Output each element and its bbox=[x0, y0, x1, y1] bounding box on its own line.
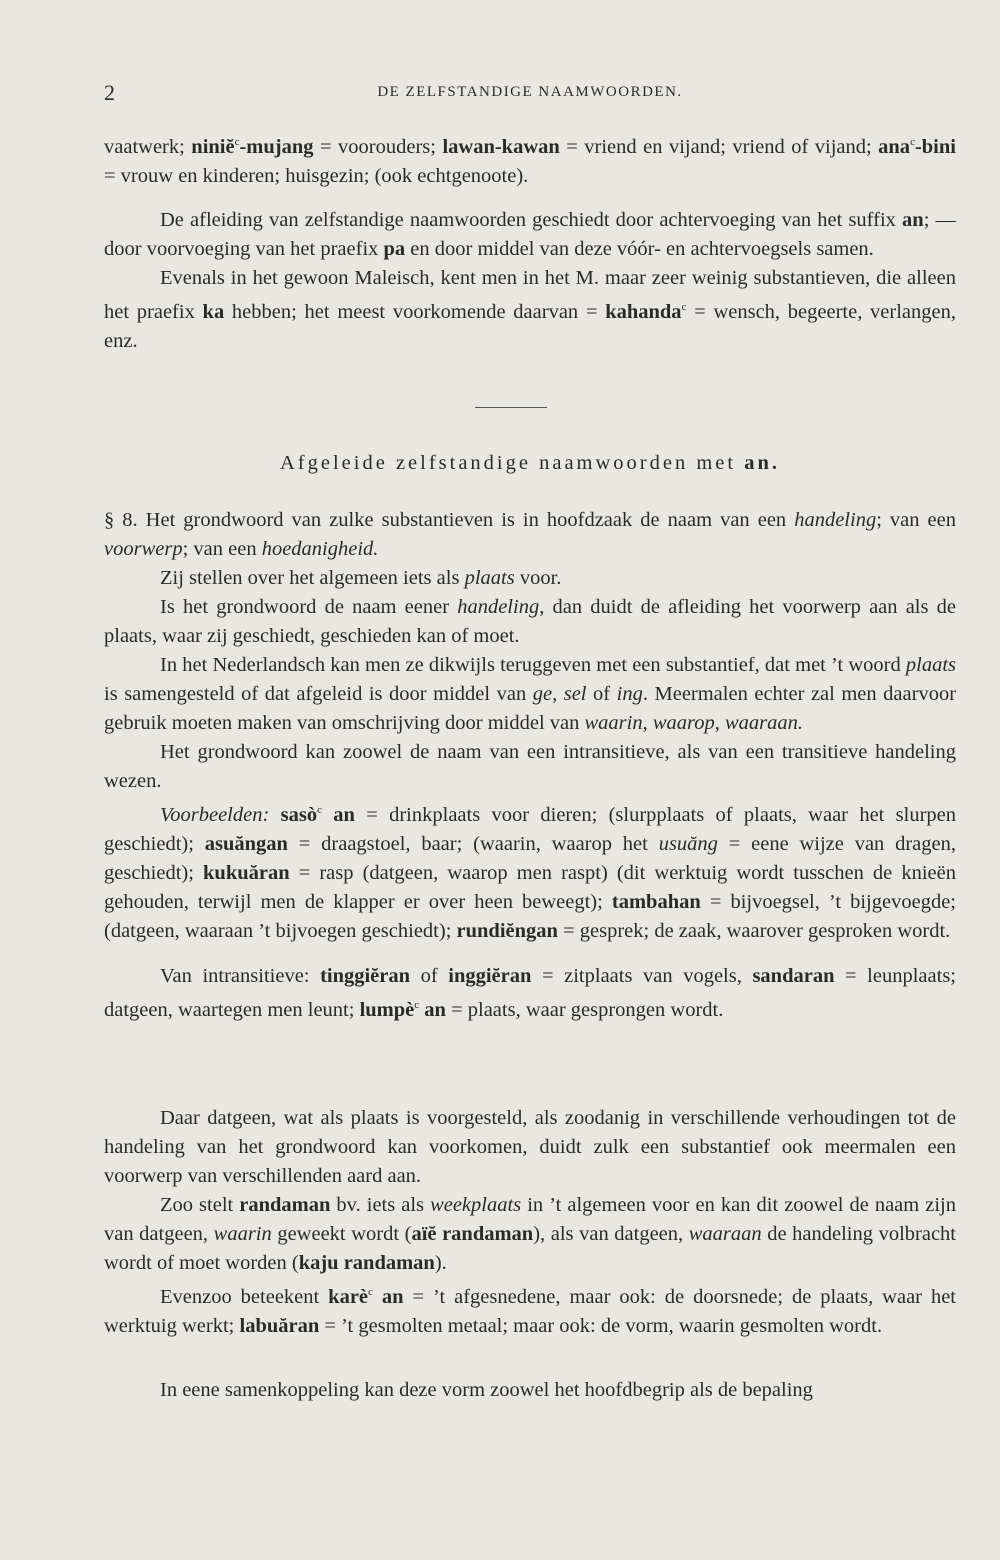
superscript: c bbox=[368, 1286, 373, 1298]
paragraph bbox=[104, 1376, 956, 1405]
bold-term: kahanda bbox=[605, 300, 682, 323]
text-run: hebben; het meest voorkomende daarvan = bbox=[224, 300, 606, 323]
text-run: In het Nederlandsch kan men ze dikwijls teruggeven met een substantief, dat met ’t woord bbox=[160, 654, 906, 676]
text-run: = vriend en vijand; vriend of vijand; bbox=[559, 135, 879, 158]
bold-term: sandaran bbox=[752, 964, 835, 987]
text-run: In eene samenkoppeling kan deze vorm zoowel het hoofdbegrip als de bepaling bbox=[160, 1379, 813, 1401]
italic-term: handeling bbox=[794, 509, 877, 531]
bold-term: an bbox=[372, 1285, 404, 1308]
text-run: vaatwerk; bbox=[104, 135, 192, 158]
text-run: voor. bbox=[514, 567, 562, 589]
text-run: in ’t algemeen voor en kan dit zoowel de naam zijn van datgeen, bbox=[104, 1194, 956, 1245]
text-run: = ’t gesmolten metaal; maar ook: de vorm, waarin gesmolten wordt. bbox=[319, 1314, 883, 1337]
superscript: c bbox=[317, 804, 322, 816]
bold-term: lawan-kawan bbox=[442, 135, 560, 158]
paragraph bbox=[104, 128, 956, 191]
section-heading bbox=[104, 452, 956, 475]
italic-term: waarin bbox=[584, 712, 643, 734]
text-run: = gesprek; de zaak, waarover gesproken wordt. bbox=[557, 919, 951, 942]
text-run: ; van een bbox=[876, 509, 957, 531]
text-run: = leunplaats; datgeen, waartegen men leunt; bbox=[104, 964, 956, 1021]
text-run: = plaats, waar gesprongen wordt. bbox=[445, 998, 724, 1021]
italic-term: usuăng bbox=[658, 832, 718, 855]
italic-term: waaraan bbox=[688, 1223, 762, 1245]
bold-term: kukuăran bbox=[203, 861, 290, 884]
bold-term: niniĕ bbox=[191, 135, 235, 158]
text-run: Afgeleide zelfstandige naamwoorden met bbox=[280, 452, 745, 474]
text-run: geweekt wordt ( bbox=[271, 1223, 412, 1245]
italic-term: ge bbox=[532, 683, 553, 705]
separator-rule bbox=[475, 407, 547, 408]
italic-term: weekplaats bbox=[430, 1194, 522, 1216]
text-run: , bbox=[714, 712, 725, 734]
bold-term: an bbox=[321, 803, 355, 826]
bold-term: -bini bbox=[914, 135, 956, 158]
paragraph bbox=[104, 651, 956, 738]
bold-term: tinggiĕran bbox=[320, 964, 411, 987]
text-run: Zoo stelt bbox=[160, 1194, 240, 1216]
text-run: = draagstoel, baar; (waarin, waarop het bbox=[287, 832, 659, 855]
text-run: is samengesteld of dat afgeleid is door middel van bbox=[104, 683, 533, 705]
paragraph bbox=[104, 264, 956, 356]
text-run: § 8. Het grondwoord van zulke substantieven is in hoofdzaak de naam van een bbox=[104, 509, 795, 531]
bold-term: kaju randaman bbox=[298, 1252, 435, 1274]
text-run: , bbox=[552, 683, 564, 705]
text-run: = rasp (datgeen, waarop men raspt) (dit werktuig wordt tusschen de knieën gehouden, terwijl men de klapper er over heen beweegt); bbox=[104, 861, 956, 913]
italic-term: Voorbeelden: bbox=[160, 803, 270, 826]
text-run: = eene wijze van dragen, geschiedt); bbox=[104, 832, 957, 884]
text-run: = wensch, begeerte, verlangen, enz. bbox=[104, 300, 956, 352]
text-run: = voorouders; bbox=[313, 135, 443, 158]
text-run: = ’t afgesnedene, maar ook: de doorsnede; de plaats, waar het werktuig werkt; bbox=[104, 1285, 957, 1337]
italic-term: voorwerp bbox=[104, 538, 183, 560]
intro-text-block bbox=[104, 128, 956, 356]
italic-term: waaraan. bbox=[725, 712, 804, 734]
paragraph bbox=[104, 206, 956, 264]
paragraph bbox=[104, 564, 956, 593]
paragraph bbox=[104, 738, 956, 796]
page-number: 2 bbox=[104, 80, 115, 105]
paragraph bbox=[104, 506, 956, 564]
text-run: = bijvoegsel, ’t bijgevoegde; (datgeen, waaraan ’t bijvoegen geschiedt); bbox=[104, 890, 956, 942]
bold-term: pa bbox=[383, 237, 406, 260]
text-run: . Meermalen echter zal men daarvoor gebruik moeten maken van omschrijving door middel van bbox=[104, 683, 957, 734]
text-run: Is het grondwoord de naam eener bbox=[160, 596, 458, 618]
bold-term: lumpè bbox=[359, 998, 415, 1021]
bold-term: inggiĕran bbox=[448, 964, 532, 987]
text-run: en door middel van deze vóór- en achtervoegsels samen. bbox=[405, 237, 874, 260]
examples-text-block bbox=[104, 1104, 956, 1341]
bold-term: rundiĕngan bbox=[456, 919, 558, 942]
paragraph bbox=[104, 962, 956, 1025]
italic-term: ing bbox=[616, 683, 643, 705]
text-run bbox=[269, 804, 280, 826]
text-run: bv. iets als bbox=[330, 1194, 431, 1216]
text-run: of bbox=[586, 683, 617, 705]
page-header bbox=[104, 80, 956, 110]
running-head: DE ZELFSTANDIGE NAAMWOORDEN. bbox=[377, 84, 683, 100]
text-run: , bbox=[642, 712, 653, 734]
text-run: de handeling volbracht wordt of moet worden ( bbox=[104, 1223, 957, 1274]
italic-term: plaats bbox=[464, 567, 515, 589]
paragraph bbox=[104, 1191, 956, 1278]
text-run: , dan duidt de afleiding het voorwerp aan als de plaats, waar zij geschiedt, geschieden kan of moet. bbox=[104, 596, 956, 647]
paragraph bbox=[104, 796, 956, 946]
italic-term: hoedanigheid. bbox=[261, 538, 379, 560]
text-run: = zitplaats van vogels, bbox=[531, 964, 753, 987]
text-run: ; van een bbox=[182, 538, 262, 560]
paragraph bbox=[104, 1278, 956, 1341]
text-run: = vrouw en kinderen; huisgezin; (ook echtgenoote). bbox=[104, 164, 529, 187]
bold-term: labuăran bbox=[239, 1314, 320, 1337]
superscript: c bbox=[681, 300, 687, 313]
bold-term: -mujang bbox=[239, 135, 314, 158]
superscript: c bbox=[414, 998, 420, 1011]
bold-term: karè bbox=[328, 1285, 369, 1308]
bold-term: an bbox=[419, 998, 446, 1021]
text-run: ), als van datgeen, bbox=[533, 1223, 689, 1245]
paragraph bbox=[104, 593, 956, 651]
bold-term: aïĕ randaman bbox=[411, 1223, 534, 1245]
section-text-block bbox=[104, 506, 956, 1025]
bold-term: sasò bbox=[280, 803, 318, 826]
bold-term: ana bbox=[878, 135, 911, 158]
superscript: c bbox=[910, 136, 915, 148]
italic-term: plaats bbox=[905, 654, 956, 676]
text-run: Het grondwoord kan zoowel de naam van een intransitieve, als van een transitieve handeling wezen. bbox=[104, 741, 956, 792]
text-run: Evenals in het gewoon Maleisch, kent men in het M. maar zeer weinig substantieven, die alleen het praefix bbox=[104, 266, 956, 323]
italic-term: handeling bbox=[457, 596, 540, 618]
italic-term: sel bbox=[563, 683, 587, 705]
final-text-block bbox=[104, 1376, 956, 1405]
bold-term: randaman bbox=[239, 1194, 331, 1216]
text-run: of bbox=[410, 964, 449, 987]
paragraph bbox=[104, 1104, 956, 1191]
text-run: ; — door voorvoeging van het praefix bbox=[104, 208, 957, 260]
text-run: = drinkplaats voor dieren; (slurpplaats of plaats, waar het slurpen geschiedt); bbox=[104, 803, 957, 855]
bold-term: tambahan bbox=[611, 890, 701, 913]
text-run: ). bbox=[434, 1252, 447, 1274]
superscript: c bbox=[234, 136, 240, 148]
text-run: Daar datgeen, wat als plaats is voorgesteld, als zoodanig in verschillende verhoudingen tot de handeling van het grondwoord kan voorkomen, duidt zulk een substantief ook meermalen een voorwerp van verschillenden aard aan. bbox=[104, 1107, 956, 1187]
italic-term: waarin bbox=[213, 1223, 272, 1245]
bold-term: ka bbox=[202, 300, 225, 323]
italic-term: waarop bbox=[652, 712, 715, 734]
text-run: Van intransitieve: bbox=[160, 964, 321, 987]
text-run: De afleiding van zelfstandige naamwoorden geschiedt door achtervoeging van het suffix bbox=[160, 208, 903, 231]
bold-term: asuăngan bbox=[204, 832, 288, 855]
bold-term: an bbox=[902, 208, 924, 231]
text-run: Zij stellen over het algemeen iets als bbox=[160, 567, 465, 589]
text-run: Evenzoo beteekent bbox=[160, 1285, 329, 1308]
bold-term: an. bbox=[744, 452, 780, 474]
